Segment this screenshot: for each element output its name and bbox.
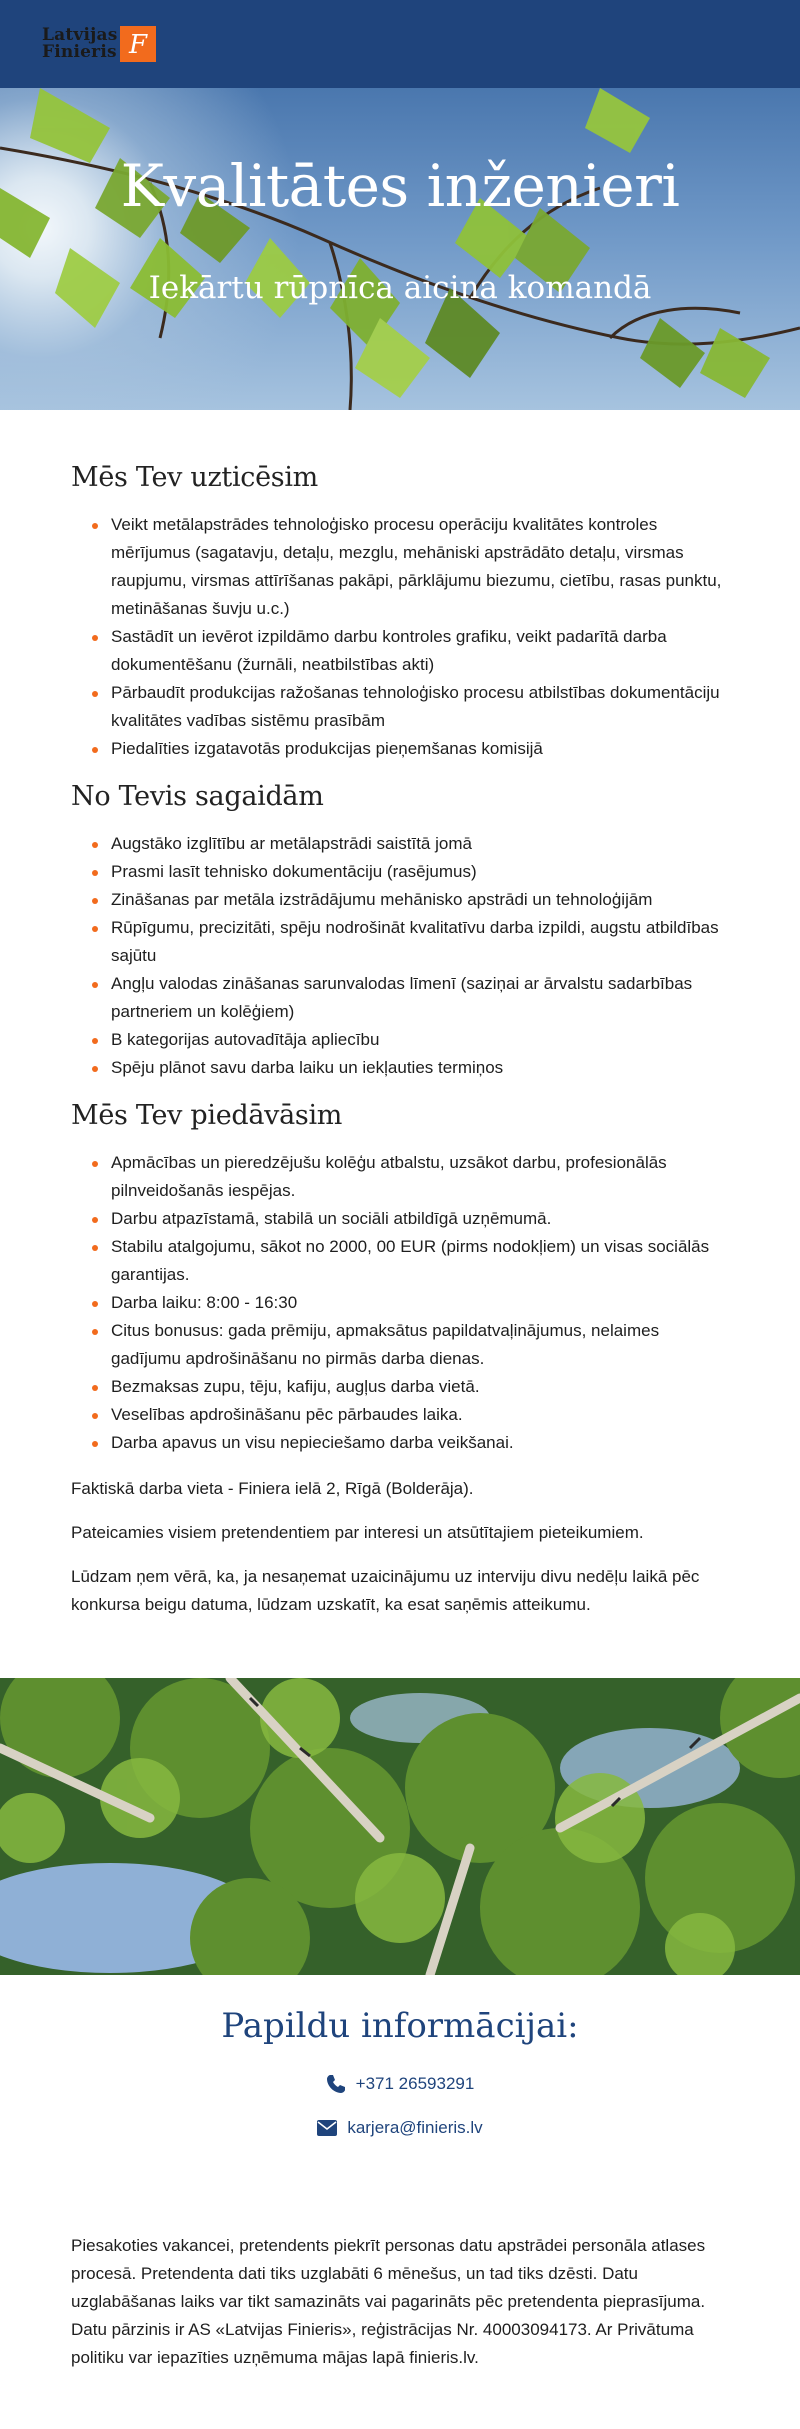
list-item: Prasmi lasīt tehnisko dokumentāciju (rasējumus) — [71, 858, 729, 886]
email-address[interactable]: karjera@finieris.lv — [347, 2118, 483, 2137]
responsibilities-list — [71, 511, 729, 763]
section-title-responsibilities: Mēs Tev uzticēsim — [71, 462, 318, 493]
privacy-notice: Piesakoties vakancei, pretendents piekrīt personas datu apstrādei personāla atlases procesā. Pretendenta dati tiks uzglabāti 6 mēnešus, un tad tiks dzēsti. Datu uzglabāšanas laiks var tikt samazināts vai pagarināts pēc pretendenta pieprasījuma. Datu pārzinis ir AS «Latvijas Finieris», reģistrācijas Nr. 40003094173. Ar Privātuma politiku var iepazīties uzņēmuma mājas lapā finieris.lv. — [71, 2236, 706, 2367]
section-responsibilities — [71, 462, 729, 763]
list-item: Angļu valodas zināšanas sarunvalodas līmenī (saziņai ar ārvalstu sadarbības partneriem un kolēģiem) — [71, 970, 729, 1026]
contact-phone[interactable] — [0, 2074, 800, 2094]
offer-list — [71, 1149, 729, 1457]
list-item: Apmācības un pieredzējušu kolēģu atbalstu, uzsākot darbu, profesionālās pilnveidošanās iespējas. — [71, 1149, 729, 1205]
section-title-offer: Mēs Tev piedāvāsim — [71, 1100, 343, 1131]
list-item: Augstāko izglītību ar metālapstrādi saistītā jomā — [71, 830, 729, 858]
logo-line-2: Finieris — [42, 42, 117, 62]
list-item: Veikt metālapstrādes tehnoloģisko procesu operāciju kvalitātes kontroles mērījumus (sagatavju, detaļu, mezglu, mehāniski apstrādāto detaļu, virsmas raupjumu, virsmas attīrīšanas pakāpi, pārklājumu biezumu, cietību, rasas punktu, metināšanas šuvju u.c.) — [71, 511, 729, 623]
envelope-icon — [317, 2120, 337, 2136]
birch-branch-image — [0, 88, 800, 410]
page-title: Kvalitātes inženieri — [120, 152, 680, 220]
list-item: Veselības apdrošināšanu pēc pārbaudes laika. — [71, 1401, 729, 1429]
work-location-text: Faktiskā darba vieta - Finiera ielā 2, Rīgā (Bolderāja). — [71, 1479, 474, 1498]
list-item: Citus bonusus: gada prēmiju, apmaksātus papildatvaļinājumus, nelaimes gadījumu apdrošināšanu no pirmās darba dienas. — [71, 1317, 729, 1373]
list-item: Rūpīgumu, precizitāti, spēju nodrošināt kvalitatīvu darba izpildi, augstu atbildības sajūtu — [71, 914, 729, 970]
notice-text: Lūdzam ņem vērā, ka, ja nesaņemat uzaicinājumu uz interviju divu nedēļu laikā pēc konkursa beigu datuma, lūdzam uzskatīt, ka esat saņēmis atteikumu. — [71, 1567, 700, 1614]
phone-icon — [326, 2074, 346, 2094]
logo-line-1: Latvijas — [42, 25, 118, 45]
list-item: Zināšanas par metāla izstrādājumu mehānisko apstrādi un tehnoloģijām — [71, 886, 729, 914]
forest-canopy-image — [0, 1678, 800, 1975]
vacancy-content — [71, 462, 729, 1635]
section-requirements — [71, 781, 729, 1082]
list-item: Pārbaudīt produkcijas ražošanas tehnoloģisko procesu atbilstības dokumentāciju kvalitātes vadības sistēmu prasībām — [71, 679, 729, 735]
forest-illustration — [0, 1678, 800, 1975]
logo-wordmark — [42, 27, 118, 61]
list-item: Darba apavus un visu nepieciešamo darba veikšanai. — [71, 1429, 729, 1457]
list-item: Bezmaksas zupu, tēju, kafiju, augļus darba vietā. — [71, 1373, 729, 1401]
header-bar — [0, 0, 800, 88]
thanks-text: Pateicamies visiem pretendentiem par interesi un atsūtītajiem pieteikumiem. — [71, 1523, 644, 1542]
logo-mark-letter: F — [128, 30, 147, 59]
contact-email[interactable] — [0, 2118, 800, 2138]
list-item: Piedalīties izgatavotās produkcijas pieņemšanas komisijā — [71, 735, 729, 763]
list-item: B kategorijas autovadītāja apliecību — [71, 1026, 729, 1054]
logo-mark-icon — [120, 26, 156, 62]
list-item: Stabilu atalgojumu, sākot no 2000, 00 EUR (pirms nodokļiem) un visas sociālās garantijas. — [71, 1233, 729, 1289]
list-item: Darbu atpazīstamā, stabilā un sociāli atbildīgā uzņēmumā. — [71, 1205, 729, 1233]
company-logo[interactable] — [42, 26, 156, 62]
phone-number[interactable]: +371 26593291 — [355, 2074, 475, 2093]
list-item: Darba laiku: 8:00 - 16:30 — [71, 1289, 729, 1317]
hero-banner — [0, 88, 800, 410]
section-offer — [71, 1100, 729, 1457]
requirements-list — [71, 830, 729, 1082]
contact-title: Papildu informācijai: — [221, 2006, 579, 2046]
section-title-requirements: No Tevis sagaidām — [71, 781, 324, 812]
list-item: Sastādīt un ievērot izpildāmo darbu kontroles grafiku, veikt padarītā darba dokumentēšanu (žurnāli, neatbilstības akti) — [71, 623, 729, 679]
list-item: Spēju plānot savu darba laiku un iekļauties termiņos — [71, 1054, 729, 1082]
page-subtitle: Iekārtu rūpnīca aicina komandā — [148, 270, 652, 306]
